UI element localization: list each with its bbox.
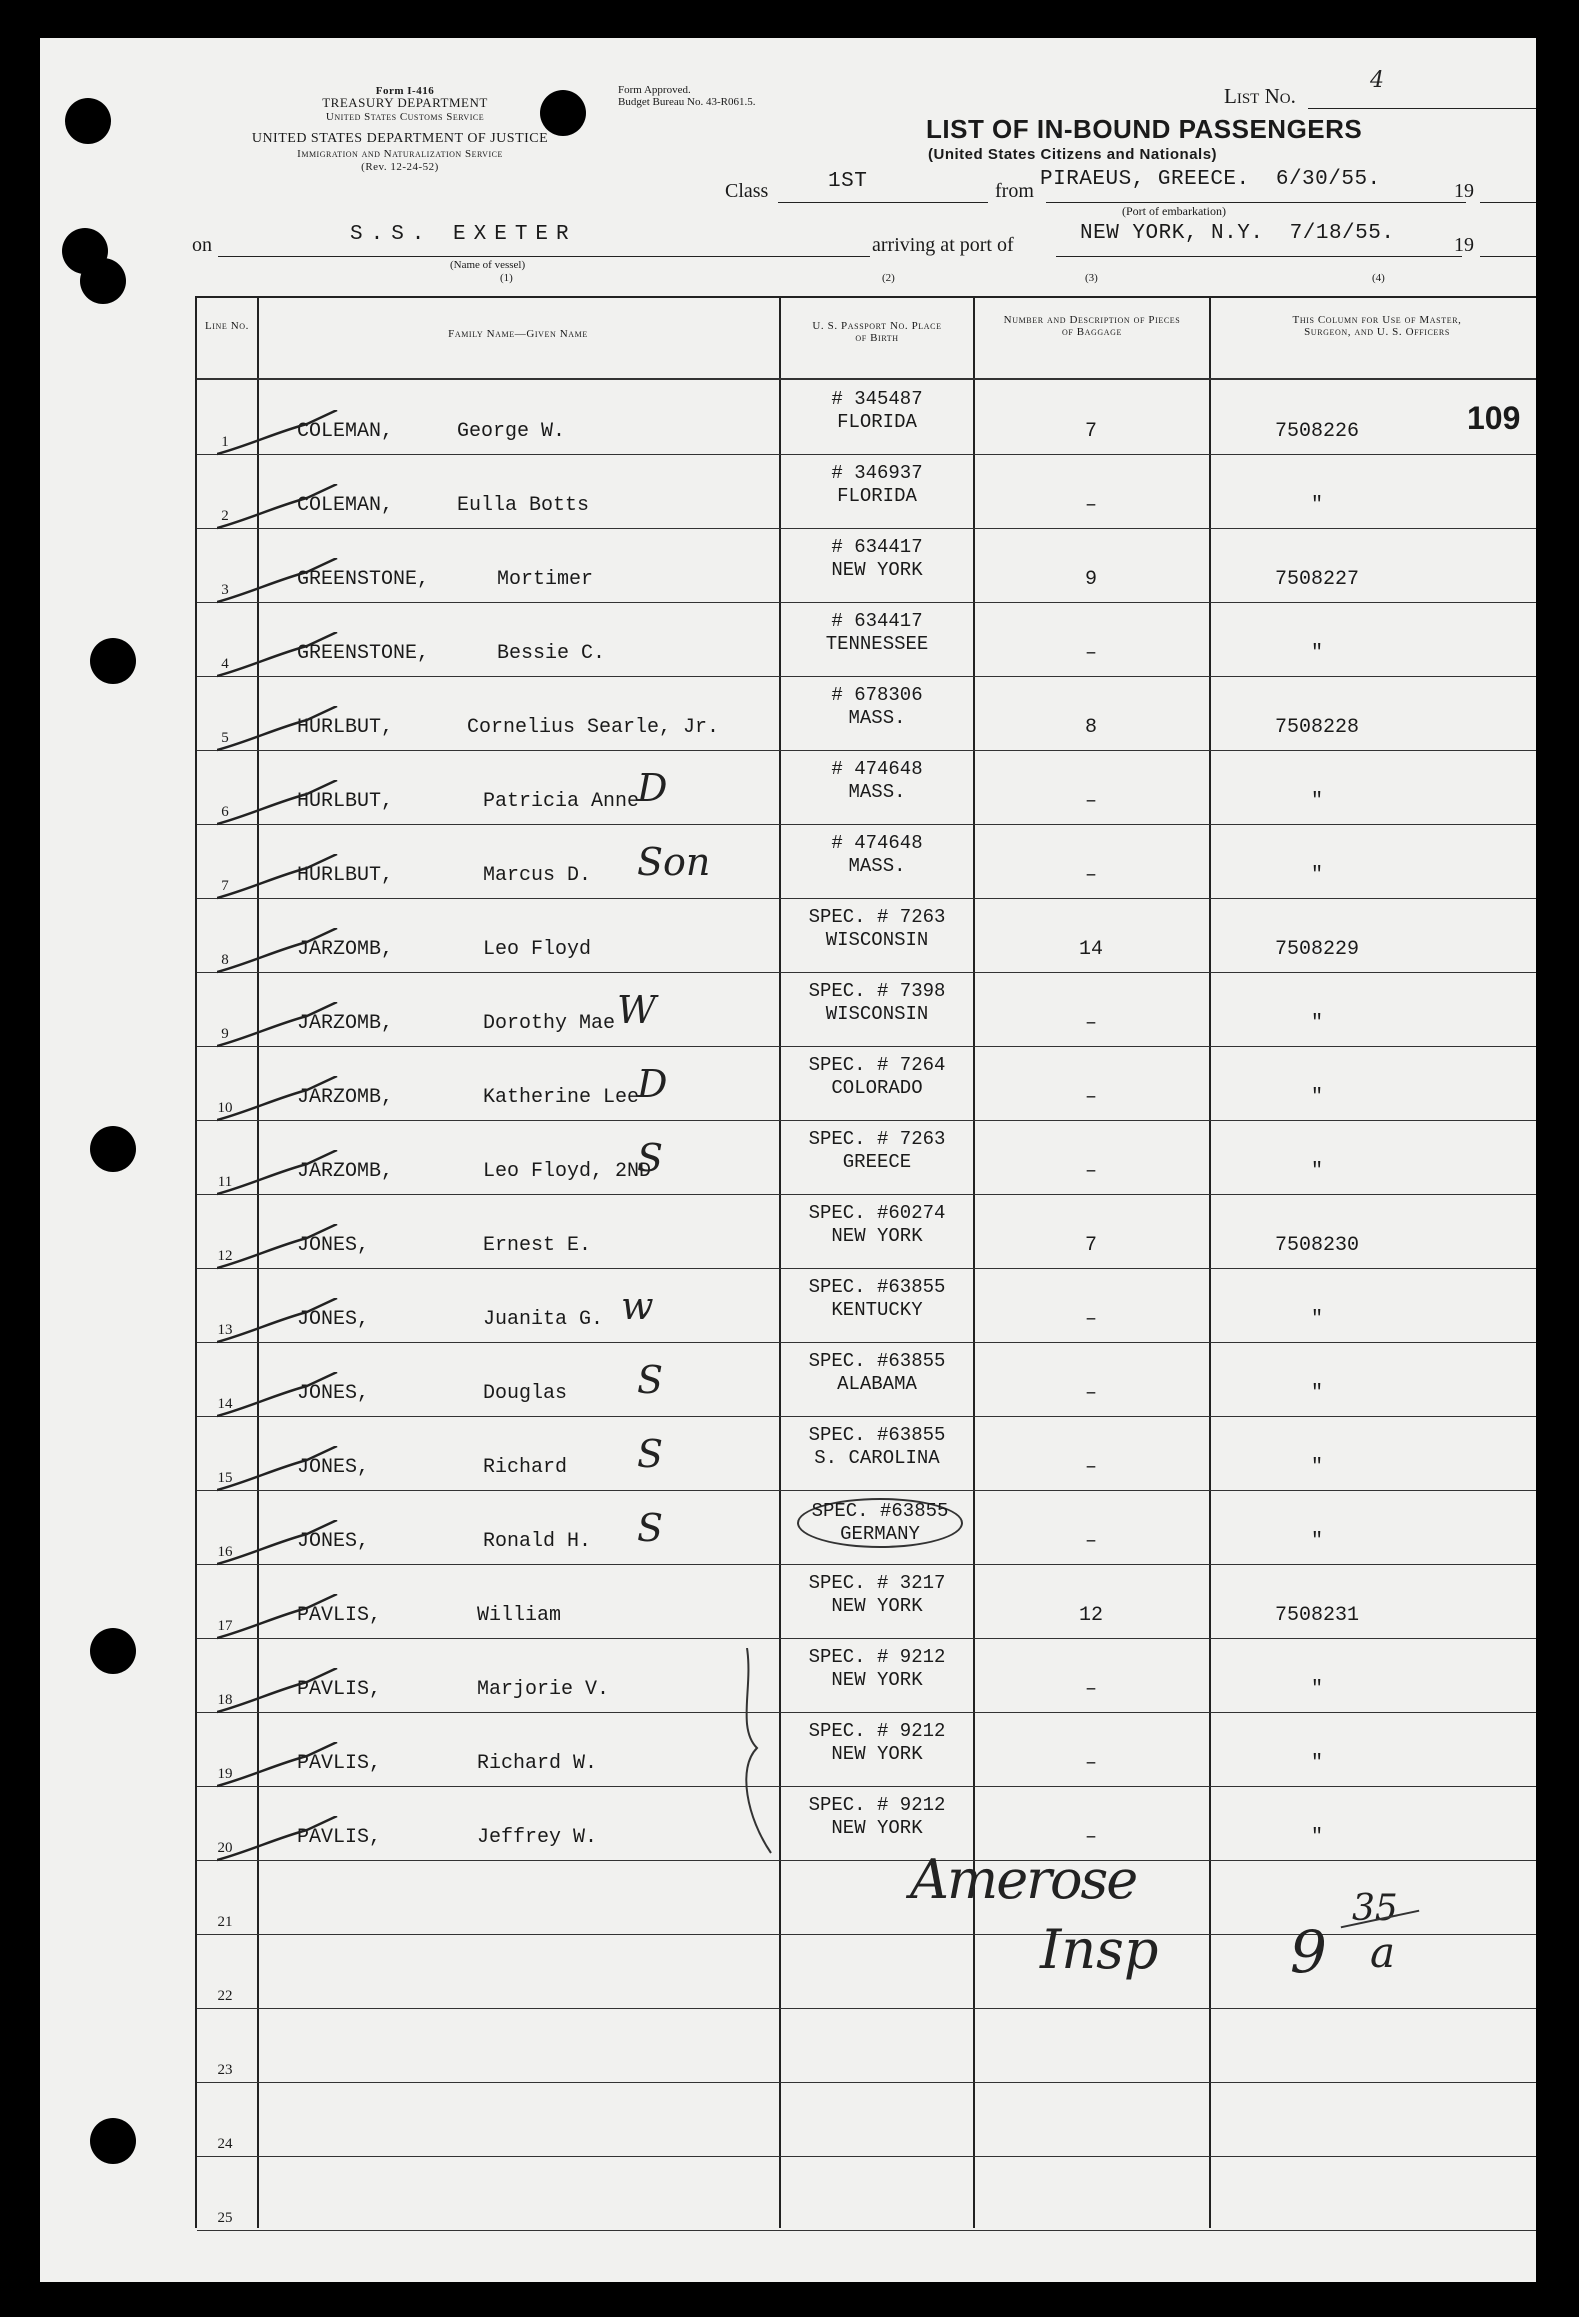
table-row <box>197 1638 1536 1712</box>
family-name: PAVLIS, <box>297 1752 382 1775</box>
baggage-count: – <box>1084 1160 1097 1183</box>
passport-number <box>789 462 965 508</box>
given-name: Leo Floyd, 2ND <box>483 1160 652 1183</box>
officer-entry: 7508227 <box>1274 568 1359 591</box>
baggage-count: 9 <box>1084 568 1097 591</box>
place-of-birth: MASS. <box>848 855 906 877</box>
line-number: 1 <box>221 434 229 450</box>
officer-entry: 7508228 <box>1274 716 1359 739</box>
passport-number-text: SPEC. # 7263 <box>808 906 946 928</box>
ins-service: Immigration and Naturalization Service <box>297 148 503 160</box>
check-mark-icon <box>217 1594 347 1644</box>
passport-number-text: # 634417 <box>831 610 923 632</box>
given-name: Juanita G. <box>483 1308 604 1331</box>
line-number: 21 <box>217 1914 233 1930</box>
given-name: Eulla Botts <box>457 494 590 517</box>
family-name: COLEMAN, <box>297 494 394 517</box>
given-name: Cornelius Searle, Jr. <box>467 716 720 739</box>
line-number: 6 <box>221 804 229 820</box>
inspection-time-ampm: a <box>1370 1928 1396 1977</box>
place-of-birth: NEW YORK <box>831 1595 923 1617</box>
baggage-count: – <box>1084 494 1097 517</box>
table-row <box>197 528 1536 602</box>
passport-number-text: # 678306 <box>831 684 923 706</box>
table-row <box>197 1046 1536 1120</box>
inspection-time: 9 <box>1290 1918 1327 1986</box>
place-of-birth: MASS. <box>848 707 906 729</box>
baggage-count: – <box>1084 1086 1097 1109</box>
check-mark-icon <box>217 1002 347 1052</box>
col-header-passport: U. S. Passport No. Place of Birth <box>812 320 942 344</box>
baggage-count: 7 <box>1084 420 1097 443</box>
punch-hole <box>540 90 586 136</box>
given-name: William <box>477 1604 562 1627</box>
check-mark-icon <box>217 1668 347 1718</box>
given-name: Ernest E. <box>483 1234 592 1257</box>
officer-entry: 7508226 <box>1274 420 1359 443</box>
baggage-count: – <box>1084 1308 1097 1331</box>
line-number: 9 <box>221 1026 229 1042</box>
passport-number <box>789 1572 965 1618</box>
passport-number <box>789 758 965 804</box>
passport-number <box>789 536 965 582</box>
table-row <box>197 750 1536 824</box>
line-number: 4 <box>221 656 229 672</box>
passport-number <box>789 388 965 434</box>
table-row <box>197 1860 1536 1934</box>
place-of-birth: FLORIDA <box>837 411 917 433</box>
arriving-line <box>1056 256 1462 257</box>
document-title: LIST OF IN-BOUND PASSENGERS <box>926 114 1363 144</box>
place-of-birth: TENNESSEE <box>825 633 929 655</box>
passport-number-text: SPEC. # 7398 <box>808 980 946 1002</box>
line-number: 7 <box>221 878 229 894</box>
officer-entry: " <box>1310 1752 1323 1775</box>
col-num-2: (2) <box>882 272 895 284</box>
given-name: Bessie C. <box>497 642 606 665</box>
passenger-table <box>195 296 1536 2228</box>
table-row <box>197 1712 1536 1786</box>
table-row <box>197 1490 1536 1564</box>
given-name: Patricia Anne <box>483 790 640 813</box>
class-value: 1ST <box>828 170 868 193</box>
table-row <box>197 1564 1536 1638</box>
col-header-line-no: Line No. <box>204 320 250 332</box>
given-name: Marjorie V. <box>477 1678 610 1701</box>
page-stamp: 109 <box>1467 400 1521 436</box>
passport-number-text: SPEC. # 9212 <box>808 1646 946 1668</box>
officer-entry: " <box>1310 1160 1323 1183</box>
officer-entry: " <box>1310 1678 1323 1701</box>
check-mark-icon <box>217 1520 347 1570</box>
family-name: HURLBUT, <box>297 790 394 813</box>
line-number: 19 <box>217 1766 233 1782</box>
family-name: JARZOMB, <box>297 1086 394 1109</box>
budget-bureau: Budget Bureau No. 43-R061.5. <box>618 96 756 108</box>
table-row <box>197 2008 1536 2082</box>
officer-entry: " <box>1310 1530 1323 1553</box>
family-name: JARZOMB, <box>297 1160 394 1183</box>
passport-number-text: SPEC. #60274 <box>808 1202 946 1224</box>
passport-number-text: # 474648 <box>831 758 923 780</box>
col-num-3: (3) <box>1085 272 1098 284</box>
check-mark-icon <box>217 780 347 830</box>
baggage-count: 8 <box>1084 716 1097 739</box>
arriving-label: arriving at port of <box>872 234 1014 256</box>
given-name: Mortimer <box>497 568 594 591</box>
passport-number <box>789 980 965 1026</box>
passport-number <box>789 906 965 952</box>
baggage-count: – <box>1084 1382 1097 1405</box>
line-number: 17 <box>217 1618 233 1634</box>
baggage-count: 7 <box>1084 1234 1097 1257</box>
class-label: Class <box>725 180 769 202</box>
line-number: 24 <box>217 2136 233 2152</box>
inspector-signature: Amerose <box>910 1848 1137 1911</box>
vessel-line <box>218 256 870 257</box>
passport-number <box>789 1720 965 1766</box>
from-line <box>1046 202 1466 203</box>
treasury-dept: TREASURY DEPARTMENT <box>322 95 488 110</box>
place-of-birth: FLORIDA <box>837 485 917 507</box>
officer-entry: " <box>1310 790 1323 813</box>
handwritten-relation: S <box>637 1432 664 1476</box>
check-mark-icon <box>217 1076 347 1126</box>
passport-number-text: SPEC. # 7263 <box>808 1128 946 1150</box>
table-row <box>197 1268 1536 1342</box>
check-mark-icon <box>217 1298 347 1348</box>
from-value: PIRAEUS, GREECE. 6/30/55. <box>1040 168 1381 191</box>
officer-entry: " <box>1310 1382 1323 1405</box>
check-mark-icon <box>217 1742 347 1792</box>
passport-number-text: SPEC. # 3217 <box>808 1572 946 1594</box>
line-number: 15 <box>217 1470 233 1486</box>
passport-number-text: SPEC. # 9212 <box>808 1720 946 1742</box>
passport-number <box>789 1202 965 1248</box>
handwritten-relation: S <box>637 1506 664 1550</box>
punch-hole <box>90 1628 136 1674</box>
place-of-birth: GREECE <box>842 1151 912 1173</box>
family-name: JARZOMB, <box>297 938 394 961</box>
officer-entry: 7508230 <box>1274 1234 1359 1257</box>
passport-number-text: SPEC. #63855 <box>811 1500 949 1522</box>
check-mark-icon <box>217 854 347 904</box>
place-of-birth: NEW YORK <box>831 1225 923 1247</box>
passport-number <box>789 1350 965 1396</box>
line-number: 8 <box>221 952 229 968</box>
handwritten-relation: Son <box>637 840 711 884</box>
passport-number <box>789 1794 965 1840</box>
baggage-count: – <box>1084 1012 1097 1035</box>
punch-hole <box>80 258 126 304</box>
family-name: PAVLIS, <box>297 1826 382 1849</box>
table-row <box>197 2156 1536 2230</box>
table-row <box>197 454 1536 528</box>
handwritten-relation: W <box>617 988 657 1032</box>
passport-number <box>789 832 965 878</box>
line-number: 12 <box>217 1248 233 1264</box>
line-number: 14 <box>217 1396 233 1412</box>
line-number: 18 <box>217 1692 233 1708</box>
family-name: JONES, <box>297 1456 370 1479</box>
baggage-count: – <box>1084 1456 1097 1479</box>
year-19-a: 19 <box>1454 180 1474 202</box>
document-subtitle: (United States Citizens and Nationals) <box>928 146 1218 163</box>
vessel-caption: (Name of vessel) <box>450 259 526 271</box>
officer-entry: " <box>1310 642 1323 665</box>
handwritten-relation: S <box>637 1358 664 1402</box>
handwritten-relation: D <box>637 766 668 810</box>
officer-entry: " <box>1310 494 1323 517</box>
officer-entry: 7508231 <box>1274 1604 1359 1627</box>
family-name: COLEMAN, <box>297 420 394 443</box>
check-mark-icon <box>217 706 347 756</box>
col-header-baggage: Number and Description of Pieces of Baggage <box>1003 314 1181 338</box>
table-row <box>197 824 1536 898</box>
place-of-birth: KENTUCKY <box>831 1299 923 1321</box>
passport-number-text: # 346937 <box>831 462 923 484</box>
inspector-title: Insp <box>1040 1918 1159 1981</box>
col-num-4: (4) <box>1372 272 1385 284</box>
table-row <box>197 1120 1536 1194</box>
passport-number <box>797 1498 963 1548</box>
given-name: Richard <box>483 1456 568 1479</box>
baggage-count: – <box>1084 1530 1097 1553</box>
customs-service: United States Customs Service <box>325 111 485 123</box>
given-name: Marcus D. <box>483 864 592 887</box>
given-name: Leo Floyd <box>483 938 592 961</box>
row-divider <box>197 2230 1536 2231</box>
place-of-birth: NEW YORK <box>831 1743 923 1765</box>
inspection-time-minutes: 35 <box>1352 1888 1398 1929</box>
family-name: JONES, <box>297 1530 370 1553</box>
family-name: JONES, <box>297 1308 370 1331</box>
form-number: Form I-416 <box>375 85 435 97</box>
class-line <box>778 202 988 203</box>
place-of-birth: NEW YORK <box>831 1669 923 1691</box>
punch-hole <box>90 1126 136 1172</box>
given-name: George W. <box>457 420 566 443</box>
vessel-name: S.S. EXETER <box>350 223 577 246</box>
passport-number <box>789 1054 965 1100</box>
check-mark-icon <box>217 1224 347 1274</box>
baggage-count: 12 <box>1078 1604 1103 1627</box>
officer-entry: " <box>1310 1308 1323 1331</box>
punch-hole <box>65 98 111 144</box>
baggage-count: – <box>1084 1826 1097 1849</box>
family-name: JONES, <box>297 1382 370 1405</box>
given-name: Dorothy Mae <box>483 1012 616 1035</box>
col-header-officers: This Column for Use of Master, Surgeon, and U. S. Officers <box>1292 314 1462 338</box>
col-num-1: (1) <box>500 272 513 284</box>
baggage-count: 14 <box>1078 938 1103 961</box>
given-name: Ronald H. <box>483 1530 592 1553</box>
justice-dept: UNITED STATES DEPARTMENT OF JUSTICE <box>251 131 549 146</box>
officer-entry: " <box>1310 1012 1323 1035</box>
passport-number <box>789 1424 965 1470</box>
table-row <box>197 1416 1536 1490</box>
list-no-line <box>1308 108 1536 109</box>
place-of-birth: S. CAROLINA <box>814 1447 940 1469</box>
check-mark-icon <box>217 558 347 608</box>
year-line-b <box>1480 256 1536 257</box>
from-label: from <box>995 180 1034 202</box>
baggage-count: – <box>1084 1752 1097 1775</box>
line-number: 10 <box>217 1100 233 1116</box>
family-name: GREENSTONE, <box>297 568 430 591</box>
table-row <box>197 380 1536 454</box>
family-name: PAVLIS, <box>297 1678 382 1701</box>
punch-hole <box>90 2118 136 2164</box>
passport-number-text: # 474648 <box>831 832 923 854</box>
line-number: 3 <box>221 582 229 598</box>
line-number: 16 <box>217 1544 233 1560</box>
place-of-birth: NEW YORK <box>831 1817 923 1839</box>
passport-number-text: SPEC. #63855 <box>808 1350 946 1372</box>
check-mark-icon <box>217 484 347 534</box>
table-row <box>197 676 1536 750</box>
table-row <box>197 1934 1536 2008</box>
place-of-birth: WISCONSIN <box>825 929 929 951</box>
passport-number-text: SPEC. #63855 <box>808 1276 946 1298</box>
family-name: GREENSTONE, <box>297 642 430 665</box>
check-mark-icon <box>217 1446 347 1496</box>
family-name: PAVLIS, <box>297 1604 382 1627</box>
passport-number <box>789 1646 965 1692</box>
passport-number-text: # 345487 <box>831 388 923 410</box>
officer-entry: " <box>1310 1086 1323 1109</box>
place-of-birth: WISCONSIN <box>825 1003 929 1025</box>
officer-entry: " <box>1310 1456 1323 1479</box>
revision: (Rev. 12-24-52) <box>361 161 439 173</box>
table-row <box>197 1786 1536 1860</box>
passport-number <box>789 1128 965 1174</box>
line-number: 13 <box>217 1322 233 1338</box>
check-mark-icon <box>217 632 347 682</box>
year-line-a <box>1480 202 1536 203</box>
check-mark-icon <box>217 1816 347 1866</box>
passport-number-text: SPEC. # 9212 <box>808 1794 946 1816</box>
punch-hole <box>90 638 136 684</box>
table-row <box>197 1194 1536 1268</box>
line-number: 25 <box>217 2210 233 2226</box>
family-name: HURLBUT, <box>297 864 394 887</box>
check-mark-icon <box>217 410 347 460</box>
officer-entry: " <box>1310 1826 1323 1849</box>
year-19-b: 19 <box>1454 234 1474 256</box>
form-approved: Form Approved. <box>618 84 691 96</box>
check-mark-icon <box>217 1150 347 1200</box>
place-of-birth: NEW YORK <box>831 559 923 581</box>
passport-number-text: # 634417 <box>831 536 923 558</box>
passport-number <box>789 1276 965 1322</box>
col-header-name: Family Name—Given Name <box>448 328 588 340</box>
line-number: 20 <box>217 1840 233 1856</box>
place-of-birth: MASS. <box>848 781 906 803</box>
check-mark-icon <box>217 1372 347 1422</box>
line-number: 2 <box>221 508 229 524</box>
baggage-count: – <box>1084 642 1097 665</box>
line-number: 22 <box>217 1988 233 2004</box>
place-of-birth: GERMANY <box>840 1523 920 1545</box>
family-name: HURLBUT, <box>297 716 394 739</box>
check-mark-icon <box>217 928 347 978</box>
given-name: Douglas <box>483 1382 568 1405</box>
given-name: Richard W. <box>477 1752 598 1775</box>
passport-number-text: SPEC. # 7264 <box>808 1054 946 1076</box>
baggage-count: – <box>1084 864 1097 887</box>
line-number: 11 <box>217 1174 233 1190</box>
on-label: on <box>192 234 212 256</box>
officer-entry: " <box>1310 864 1323 887</box>
table-row <box>197 2082 1536 2156</box>
table-row <box>197 898 1536 972</box>
place-of-birth: COLORADO <box>831 1077 923 1099</box>
handwritten-relation: S <box>637 1136 664 1180</box>
officer-entry: 7508229 <box>1274 938 1359 961</box>
port-embark-caption: (Port of embarkation) <box>1122 204 1226 218</box>
table-row <box>197 972 1536 1046</box>
list-no-label: List No. <box>1224 84 1296 108</box>
passport-number-text: SPEC. #63855 <box>808 1424 946 1446</box>
passport-number <box>789 684 965 730</box>
family-name: JARZOMB, <box>297 1012 394 1035</box>
list-no-value: 4 <box>1370 68 1384 93</box>
line-number: 5 <box>221 730 229 746</box>
baggage-count: – <box>1084 1678 1097 1701</box>
handwritten-relation: D <box>637 1062 668 1106</box>
table-row <box>197 1342 1536 1416</box>
table-row <box>197 602 1536 676</box>
family-name: JONES, <box>297 1234 370 1257</box>
handwritten-relation: w <box>621 1284 654 1328</box>
arriving-value: NEW YORK, N.Y. 7/18/55. <box>1080 222 1395 245</box>
line-number: 23 <box>217 2062 233 2078</box>
given-name: Jeffrey W. <box>477 1826 598 1849</box>
document-page <box>40 38 1536 2282</box>
given-name: Katherine Lee <box>483 1086 640 1109</box>
bracket-mark-icon <box>737 1648 777 1858</box>
baggage-count: – <box>1084 790 1097 813</box>
place-of-birth: ALABAMA <box>837 1373 917 1395</box>
passport-number <box>789 610 965 656</box>
